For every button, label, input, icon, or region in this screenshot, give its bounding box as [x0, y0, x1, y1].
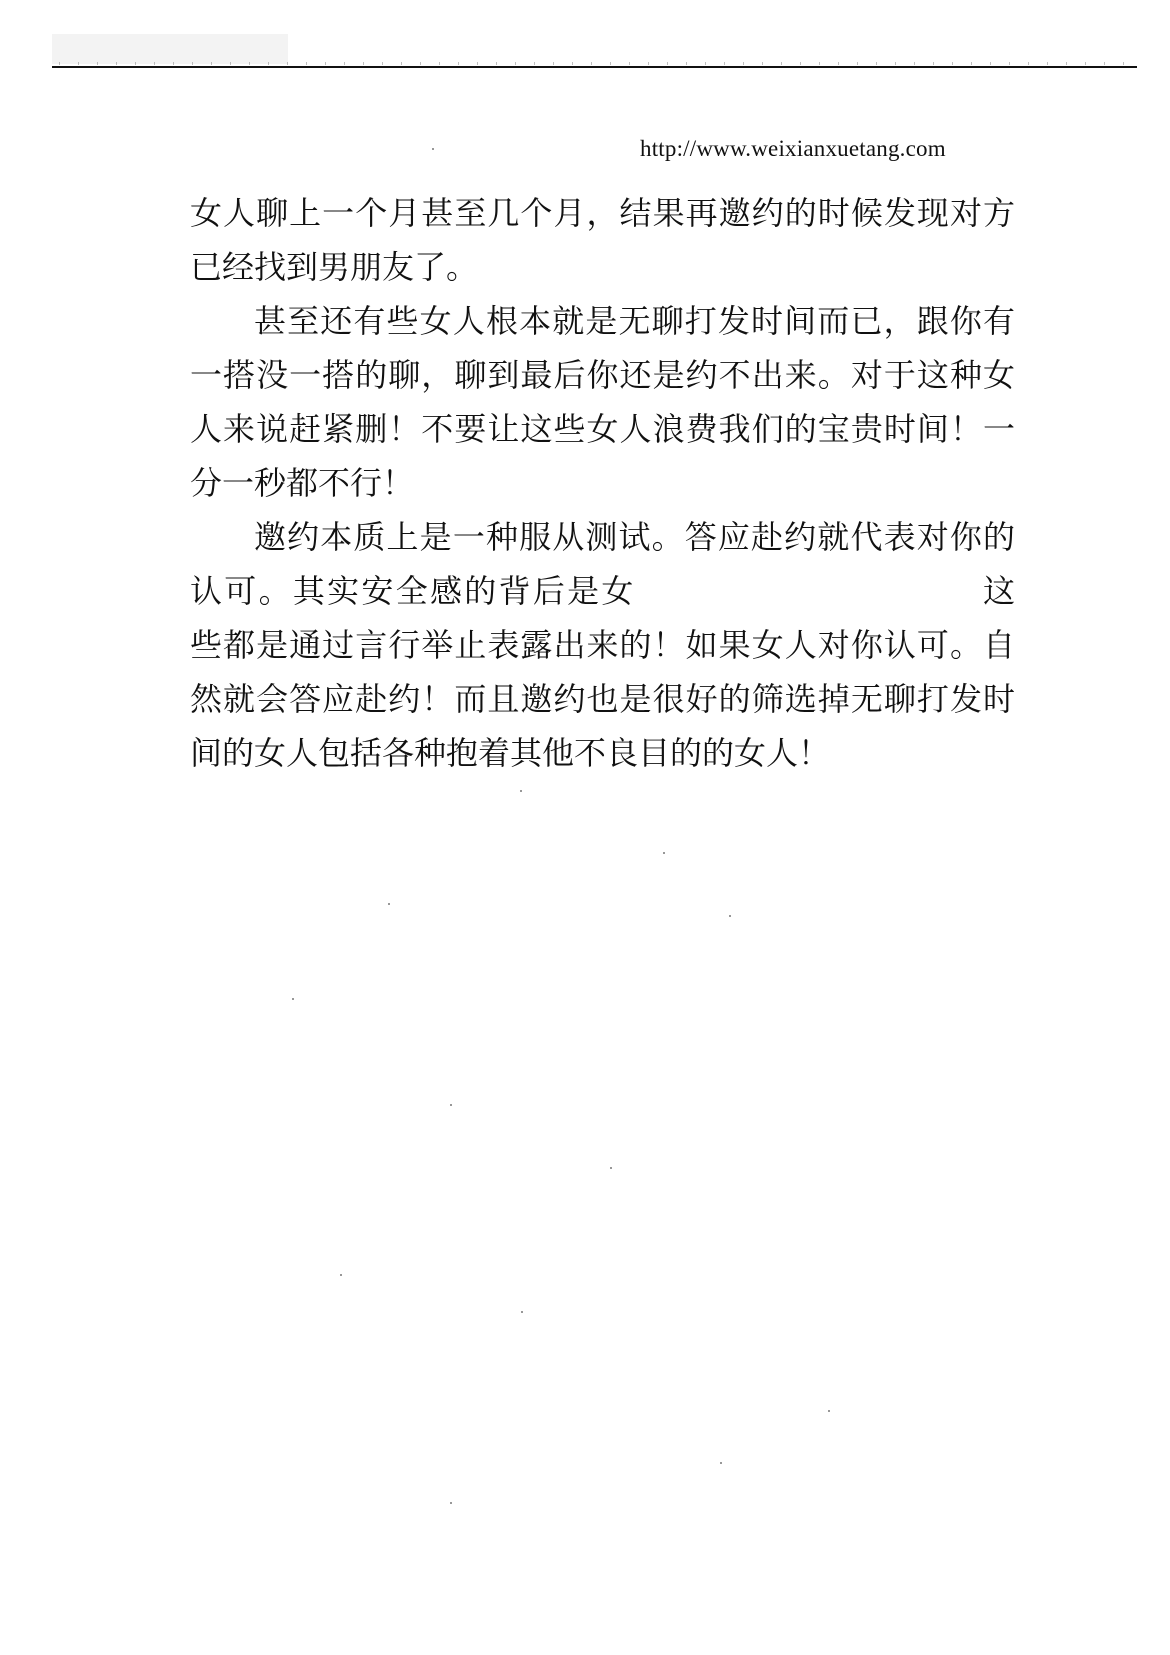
paragraph-3-part-2: 这些都是通过言行举止表露出来的！如果女人对你认可。自然就会答应赴约！而且邀约也是很好的筛选掉无聊打发时间的女人包括各种抱着其他不良目的的女人！ — [190, 572, 1015, 772]
speck — [663, 852, 665, 854]
speck — [729, 915, 731, 917]
speck — [610, 1167, 612, 1169]
body-text — [190, 186, 1015, 780]
paragraph-3-part-1: 邀约本质上是一种服从测试。答应赴约就代表对你的认可。其实安全感的背后是女 — [190, 518, 1015, 610]
speck — [720, 1462, 722, 1464]
speck — [388, 903, 390, 905]
speck — [828, 1410, 830, 1412]
paragraph-1: 女人聊上一个月甚至几个月，结果再邀约的时候发现对方已经找到男朋友了。 — [190, 194, 1015, 286]
speck — [450, 1104, 452, 1106]
header-rule — [52, 66, 1137, 68]
paragraph-3 — [190, 510, 1015, 780]
speck — [521, 1311, 523, 1313]
speck — [432, 148, 434, 150]
header-url: http://www.weixianxuetang.com — [640, 136, 946, 161]
speck — [292, 998, 294, 1000]
scan-header-tab — [52, 34, 288, 64]
speck — [340, 1274, 342, 1276]
speck — [520, 790, 522, 792]
speck — [450, 1502, 452, 1504]
paragraph-2: 甚至还有些女人根本就是无聊打发时间而已，跟你有一搭没一搭的聊，聊到最后你还是约不出来。对于这种女人来说赶紧删！不要让这些女人浪费我们的宝贵时间！一分一秒都不行！ — [190, 302, 1015, 502]
